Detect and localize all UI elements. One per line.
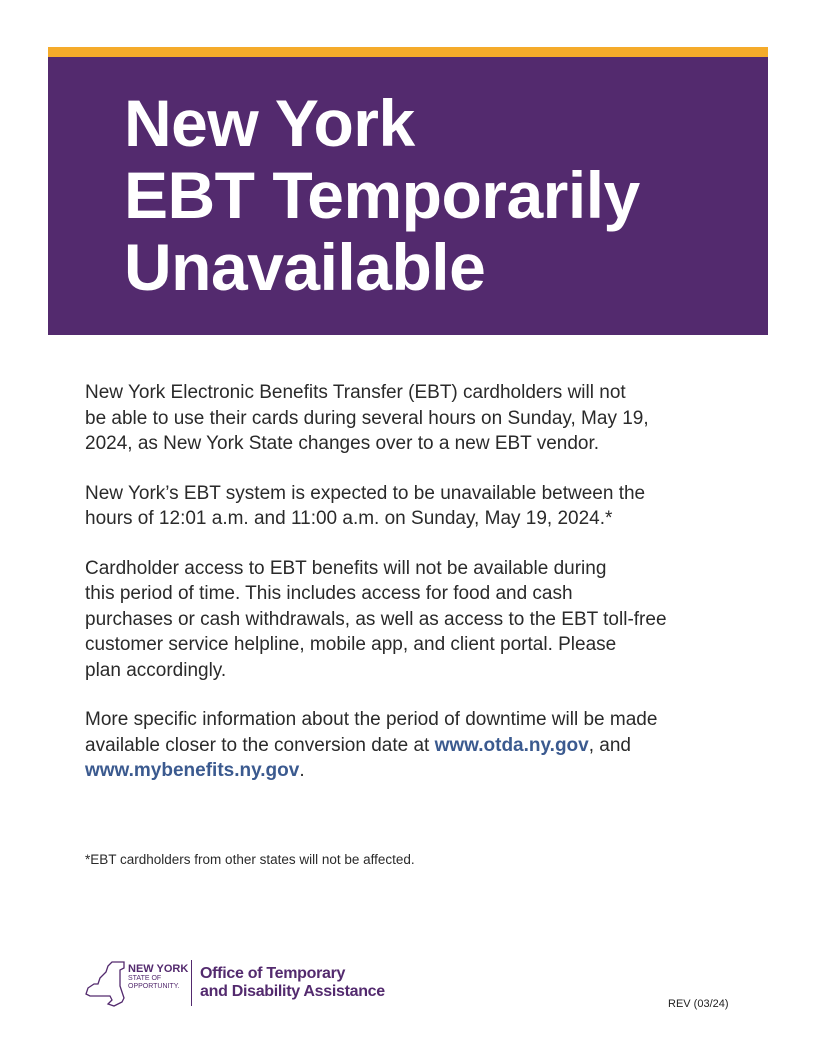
notice-body [85, 380, 765, 808]
footnote: *EBT cardholders from other states will not be affected. [85, 852, 415, 867]
state-tagline: OPPORTUNITY. [128, 983, 180, 990]
text-line: 2024, as New York State changes over to a new EBT vendor. [85, 433, 600, 454]
text-segment: . [299, 760, 305, 781]
paragraph-more-info [85, 707, 765, 784]
text-line [85, 758, 765, 784]
accent-bar [48, 47, 768, 57]
text-line: this period of time. This includes access for food and cash [85, 583, 573, 604]
paragraph-access-impact [85, 556, 765, 684]
title-line: Unavailable [124, 230, 486, 304]
office-name [200, 965, 385, 1001]
mybenefits-link[interactable]: www.mybenefits.ny.gov [85, 760, 300, 781]
text-line: hours of 12:01 a.m. and 11:00 a.m. on Sunday, May 19, 2024.* [85, 508, 613, 529]
paragraph-outage-hours [85, 481, 765, 532]
text-line: customer service helpline, mobile app, and client portal. Please [85, 634, 617, 655]
office-name-line: and Disability Assistance [200, 983, 385, 1000]
office-name-line: Office of Temporary [200, 965, 346, 982]
title-line: New York [124, 86, 415, 160]
logo-divider [191, 960, 192, 1006]
new-york-state-map-icon [84, 960, 126, 1010]
title-banner [48, 57, 768, 335]
text-line: plan accordingly. [85, 659, 227, 681]
text-line: New York Electronic Benefits Transfer (EBT) cardholders will not [85, 382, 626, 403]
text-line: Cardholder access to EBT benefits will not be available during [85, 557, 607, 579]
text-line: New York’s EBT system is expected to be unavailable between the [85, 482, 646, 504]
text-line: More specific information about the period of downtime will be made [85, 709, 658, 730]
text-line: purchases or cash withdrawals, as well as access to the EBT toll-free [85, 608, 667, 630]
state-wordmark [128, 964, 188, 991]
text-segment: , and [588, 734, 631, 756]
text-segment: available closer to the conversion date at [85, 734, 435, 756]
text-line [85, 733, 765, 759]
otda-logo [84, 960, 404, 1010]
title-line: EBT Temporarily [124, 158, 640, 232]
page-title [124, 87, 640, 303]
state-name: NEW YORK [128, 963, 189, 975]
paragraph-outage-intro [85, 380, 765, 457]
revision-label: REV (03/24) [668, 998, 729, 1010]
state-tagline: STATE OF [128, 975, 162, 982]
text-line: be able to use their cards during several hours on Sunday, May 19, [85, 407, 649, 429]
otda-link[interactable]: www.otda.ny.gov [434, 734, 589, 756]
